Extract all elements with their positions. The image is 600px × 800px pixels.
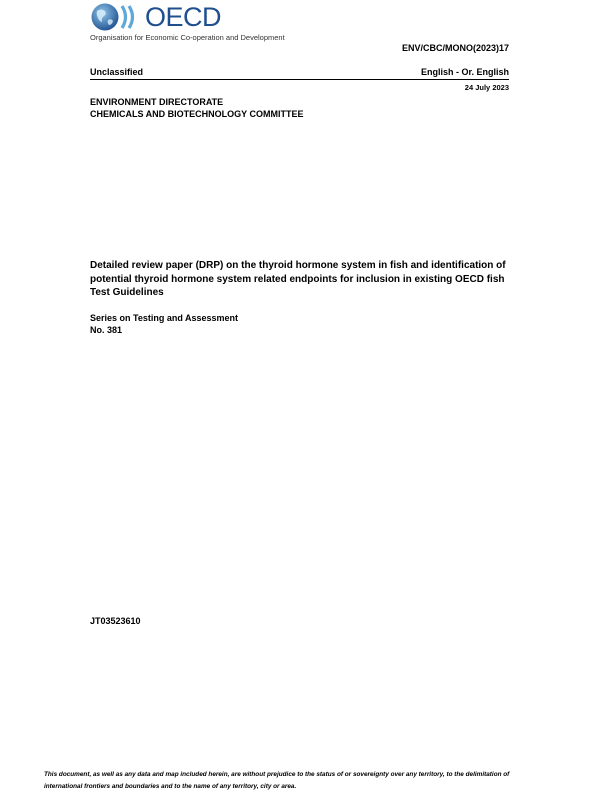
logo-wordmark: OECD xyxy=(145,2,222,32)
series-name: Series on Testing and Assessment xyxy=(90,313,239,323)
directorate-name: ENVIRONMENT DIRECTORATE xyxy=(90,97,224,107)
language-label: English - Or. English xyxy=(420,67,509,77)
footer-disclaimer: This document, as well as any data and map included herein, are without prejudice to the status of or sovereignty over any territory, to the delimitation of international frontiers and boundaries and to the name of any territory, city or area. xyxy=(44,771,510,790)
oecd-logo xyxy=(90,2,290,42)
classification-label: Unclassified xyxy=(90,67,144,77)
series-number: No. 381 xyxy=(90,324,123,335)
oecd-globe-icon xyxy=(90,2,146,32)
classification-rule xyxy=(90,67,509,80)
document-reference: ENV/CBC/MONO(2023)17 xyxy=(401,43,509,53)
series-block xyxy=(90,313,238,336)
organisation-name: Organisation for Economic Co-operation and Development xyxy=(90,33,285,42)
document-title: Detailed review paper (DRP) on the thyroid hormone system in fish and identification of potential thyroid hormone system related endpoints for inclusion in existing OECD fish Test Guidelines xyxy=(90,260,506,298)
directorate-block xyxy=(90,96,304,120)
job-number: JT03523610 xyxy=(90,616,141,626)
committee-name: CHEMICALS AND BIOTECHNOLOGY COMMITTEE xyxy=(90,109,304,119)
document-date: 24 July 2023 xyxy=(464,83,509,92)
